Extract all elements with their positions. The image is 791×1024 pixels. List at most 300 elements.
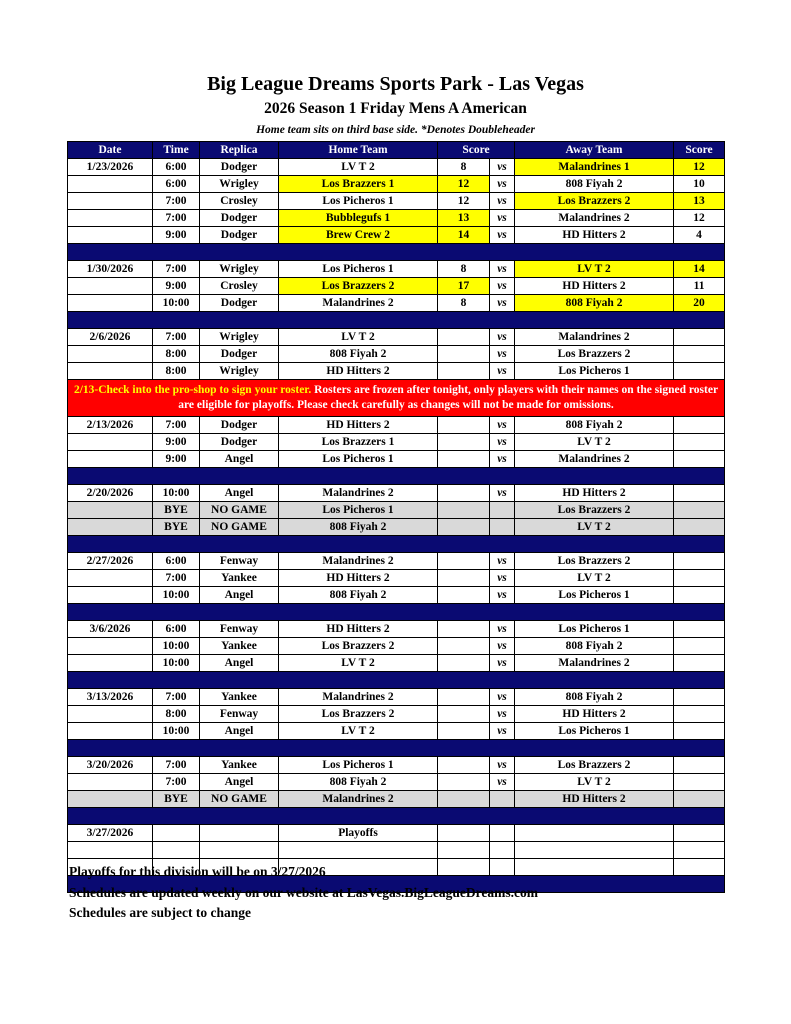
home-team-cell: 808 Fiyah 2 xyxy=(279,587,438,604)
footer-notes xyxy=(69,862,538,924)
game-row xyxy=(68,706,725,723)
game-row xyxy=(68,451,725,468)
away-score-cell xyxy=(674,485,725,502)
home-team-cell: HD Hitters 2 xyxy=(279,363,438,380)
home-score-cell xyxy=(438,417,490,434)
away-score-cell xyxy=(674,502,725,519)
away-team-cell: Malandrines 2 xyxy=(515,210,674,227)
home-team-cell: Los Picheros 1 xyxy=(279,193,438,210)
away-score-cell xyxy=(674,519,725,536)
date-cell xyxy=(68,210,153,227)
separator-bar xyxy=(68,468,725,485)
header-home-score: Score xyxy=(438,142,515,159)
game-row xyxy=(68,159,725,176)
replica-cell: Angel xyxy=(200,774,279,791)
separator-bar xyxy=(68,740,725,757)
week-separator xyxy=(68,740,725,757)
date-cell xyxy=(68,295,153,312)
away-team-cell: Los Brazzers 2 xyxy=(515,553,674,570)
away-team-cell xyxy=(515,842,674,859)
footer-line-website: Schedules are updated weekly on our website at LasVegas.BigLeagueDreams.com xyxy=(69,884,539,900)
time-cell: BYE xyxy=(153,519,200,536)
home-score-cell xyxy=(438,638,490,655)
away-team-cell: HD Hitters 2 xyxy=(515,227,674,244)
game-row xyxy=(68,842,725,859)
vs-cell: vs xyxy=(490,570,515,587)
date-cell: 3/6/2026 xyxy=(68,621,153,638)
away-score-cell xyxy=(674,346,725,363)
vs-cell: vs xyxy=(490,553,515,570)
away-score-cell: 13 xyxy=(674,193,725,210)
date-cell xyxy=(68,193,153,210)
replica-cell: Fenway xyxy=(200,621,279,638)
replica-cell xyxy=(200,825,279,842)
replica-cell: Wrigley xyxy=(200,363,279,380)
time-cell: 8:00 xyxy=(153,346,200,363)
schedule-table xyxy=(67,141,725,893)
date-cell xyxy=(68,655,153,672)
home-score-cell: 8 xyxy=(438,261,490,278)
bye-row xyxy=(68,791,725,808)
date-cell xyxy=(68,570,153,587)
away-team-cell: Los Picheros 1 xyxy=(515,587,674,604)
separator-bar xyxy=(68,244,725,261)
date-cell xyxy=(68,774,153,791)
footer-line-change: Schedules are subject to change xyxy=(69,905,251,920)
game-row xyxy=(68,417,725,434)
home-score-cell: 17 xyxy=(438,278,490,295)
time-cell: 7:00 xyxy=(153,417,200,434)
time-cell: 8:00 xyxy=(153,363,200,380)
roster-notice xyxy=(68,380,725,417)
date-cell xyxy=(68,791,153,808)
away-team-cell: LV T 2 xyxy=(515,434,674,451)
replica-cell xyxy=(200,842,279,859)
replica-cell: Fenway xyxy=(200,706,279,723)
vs-cell xyxy=(490,842,515,859)
separator-bar xyxy=(68,604,725,621)
home-team-cell: Los Picheros 1 xyxy=(279,757,438,774)
date-cell: 3/27/2026 xyxy=(68,825,153,842)
home-score-cell xyxy=(438,346,490,363)
vs-cell: vs xyxy=(490,587,515,604)
home-team-cell: HD Hitters 2 xyxy=(279,621,438,638)
home-team-cell: LV T 2 xyxy=(279,655,438,672)
home-team-cell: LV T 2 xyxy=(279,723,438,740)
date-cell: 2/27/2026 xyxy=(68,553,153,570)
time-cell: 8:00 xyxy=(153,706,200,723)
home-team-cell: Malandrines 2 xyxy=(279,791,438,808)
away-team-cell xyxy=(515,825,674,842)
page-note: Home team sits on third base side. *Denotes Doubleheader xyxy=(256,124,535,136)
home-score-cell xyxy=(438,434,490,451)
vs-cell: vs xyxy=(490,417,515,434)
home-score-cell xyxy=(438,570,490,587)
away-score-cell xyxy=(674,859,725,876)
vs-cell: vs xyxy=(490,655,515,672)
away-score-cell: 4 xyxy=(674,227,725,244)
vs-cell xyxy=(490,519,515,536)
away-team-cell: LV T 2 xyxy=(515,261,674,278)
separator-bar xyxy=(68,536,725,553)
vs-cell xyxy=(490,502,515,519)
away-team-cell: 808 Fiyah 2 xyxy=(515,176,674,193)
game-row xyxy=(68,329,725,346)
home-team-cell: Malandrines 2 xyxy=(279,689,438,706)
replica-cell: Crosley xyxy=(200,278,279,295)
home-team-cell: 808 Fiyah 2 xyxy=(279,774,438,791)
home-score-cell xyxy=(438,329,490,346)
game-row xyxy=(68,210,725,227)
away-score-cell xyxy=(674,434,725,451)
replica-cell: Angel xyxy=(200,485,279,502)
game-row xyxy=(68,193,725,210)
replica-cell: Angel xyxy=(200,723,279,740)
vs-cell: vs xyxy=(490,227,515,244)
home-team-cell: Los Brazzers 2 xyxy=(279,638,438,655)
away-team-cell: Los Brazzers 2 xyxy=(515,757,674,774)
footer-line-playoffs: Playoffs for this division will be on 3/27/2026 xyxy=(69,864,326,879)
game-row xyxy=(68,278,725,295)
away-team-cell: Malandrines 2 xyxy=(515,329,674,346)
week-separator xyxy=(68,312,725,329)
vs-cell: vs xyxy=(490,193,515,210)
replica-cell: Angel xyxy=(200,587,279,604)
week-separator xyxy=(68,468,725,485)
time-cell xyxy=(153,842,200,859)
away-team-cell: LV T 2 xyxy=(515,519,674,536)
time-cell: 9:00 xyxy=(153,451,200,468)
week-separator xyxy=(68,536,725,553)
home-score-cell: 12 xyxy=(438,193,490,210)
replica-cell: Yankee xyxy=(200,638,279,655)
time-cell: 9:00 xyxy=(153,227,200,244)
home-score-cell xyxy=(438,791,490,808)
date-cell xyxy=(68,723,153,740)
away-team-cell: HD Hitters 2 xyxy=(515,485,674,502)
time-cell: 7:00 xyxy=(153,329,200,346)
replica-cell: Yankee xyxy=(200,570,279,587)
vs-cell: vs xyxy=(490,485,515,502)
separator-bar xyxy=(68,672,725,689)
home-team-cell: 808 Fiyah 2 xyxy=(279,346,438,363)
vs-cell: vs xyxy=(490,723,515,740)
roster-notice-date: 2/13- xyxy=(73,384,99,396)
vs-cell: vs xyxy=(490,329,515,346)
vs-cell xyxy=(490,791,515,808)
time-cell: 7:00 xyxy=(153,757,200,774)
vs-cell: vs xyxy=(490,261,515,278)
date-cell: 3/20/2026 xyxy=(68,757,153,774)
date-cell xyxy=(68,706,153,723)
away-score-cell: 14 xyxy=(674,261,725,278)
home-team-cell: 808 Fiyah 2 xyxy=(279,519,438,536)
away-score-cell: 20 xyxy=(674,295,725,312)
away-score-cell xyxy=(674,825,725,842)
vs-cell: vs xyxy=(490,757,515,774)
vs-cell: vs xyxy=(490,638,515,655)
home-score-cell xyxy=(438,519,490,536)
time-cell: 10:00 xyxy=(153,638,200,655)
header-away-team: Away Team xyxy=(515,142,674,159)
home-score-cell xyxy=(438,587,490,604)
away-team-cell: LV T 2 xyxy=(515,774,674,791)
home-score-cell xyxy=(438,553,490,570)
away-score-cell: 10 xyxy=(674,176,725,193)
replica-cell: Wrigley xyxy=(200,176,279,193)
away-team-cell: Los Picheros 1 xyxy=(515,363,674,380)
replica-cell: Dodger xyxy=(200,417,279,434)
home-team-cell: Malandrines 2 xyxy=(279,553,438,570)
date-cell: 2/6/2026 xyxy=(68,329,153,346)
time-cell: 9:00 xyxy=(153,278,200,295)
game-row xyxy=(68,689,725,706)
date-cell xyxy=(68,502,153,519)
replica-cell: Wrigley xyxy=(200,261,279,278)
away-team-cell: Los Picheros 1 xyxy=(515,723,674,740)
away-team-cell: Los Brazzers 2 xyxy=(515,346,674,363)
vs-cell: vs xyxy=(490,346,515,363)
away-score-cell: 12 xyxy=(674,159,725,176)
bye-row xyxy=(68,519,725,536)
date-cell: 2/20/2026 xyxy=(68,485,153,502)
home-score-cell xyxy=(438,502,490,519)
home-team-cell: HD Hitters 2 xyxy=(279,417,438,434)
game-row xyxy=(68,176,725,193)
home-team-cell: Los Picheros 1 xyxy=(279,502,438,519)
away-score-cell xyxy=(674,842,725,859)
replica-cell: Dodger xyxy=(200,227,279,244)
game-row xyxy=(68,825,725,842)
week-separator xyxy=(68,604,725,621)
time-cell: 7:00 xyxy=(153,689,200,706)
time-cell: 7:00 xyxy=(153,570,200,587)
week-separator xyxy=(68,808,725,825)
replica-cell: Crosley xyxy=(200,193,279,210)
replica-cell: Angel xyxy=(200,655,279,672)
home-team-cell: LV T 2 xyxy=(279,329,438,346)
date-cell xyxy=(68,278,153,295)
vs-cell: vs xyxy=(490,295,515,312)
away-score-cell: 11 xyxy=(674,278,725,295)
game-row xyxy=(68,638,725,655)
replica-cell: Fenway xyxy=(200,553,279,570)
home-score-cell: 14 xyxy=(438,227,490,244)
bye-row xyxy=(68,502,725,519)
away-score-cell xyxy=(674,757,725,774)
vs-cell: vs xyxy=(490,363,515,380)
date-cell: 2/13/2026 xyxy=(68,417,153,434)
away-score-cell xyxy=(674,329,725,346)
time-cell: BYE xyxy=(153,791,200,808)
away-team-cell: Malandrines 1 xyxy=(515,159,674,176)
away-score-cell xyxy=(674,621,725,638)
date-cell xyxy=(68,434,153,451)
away-score-cell xyxy=(674,363,725,380)
home-team-cell: Brew Crew 2 xyxy=(279,227,438,244)
away-team-cell: Los Picheros 1 xyxy=(515,621,674,638)
date-cell xyxy=(68,227,153,244)
home-score-cell xyxy=(438,774,490,791)
away-team-cell: HD Hitters 2 xyxy=(515,278,674,295)
home-score-cell: 8 xyxy=(438,295,490,312)
game-row xyxy=(68,553,725,570)
vs-cell: vs xyxy=(490,774,515,791)
away-team-cell: HD Hitters 2 xyxy=(515,706,674,723)
home-score-cell xyxy=(438,689,490,706)
replica-cell: Wrigley xyxy=(200,329,279,346)
game-row xyxy=(68,261,725,278)
vs-cell: vs xyxy=(490,451,515,468)
home-team-cell: Los Brazzers 2 xyxy=(279,706,438,723)
date-cell xyxy=(68,519,153,536)
home-team-cell: Playoffs xyxy=(279,825,438,842)
replica-cell: NO GAME xyxy=(200,519,279,536)
date-cell xyxy=(68,587,153,604)
away-team-cell: LV T 2 xyxy=(515,570,674,587)
home-score-cell xyxy=(438,723,490,740)
header-time: Time xyxy=(153,142,200,159)
header-home-team: Home Team xyxy=(279,142,438,159)
home-score-cell xyxy=(438,485,490,502)
away-score-cell xyxy=(674,655,725,672)
replica-cell: Yankee xyxy=(200,757,279,774)
game-row xyxy=(68,757,725,774)
home-team-cell: Los Picheros 1 xyxy=(279,451,438,468)
away-score-cell xyxy=(674,723,725,740)
header-away-score: Score xyxy=(674,142,725,159)
date-cell xyxy=(68,842,153,859)
away-score-cell xyxy=(674,689,725,706)
date-cell xyxy=(68,176,153,193)
replica-cell: Yankee xyxy=(200,689,279,706)
game-row xyxy=(68,587,725,604)
replica-cell: Dodger xyxy=(200,159,279,176)
time-cell: 10:00 xyxy=(153,295,200,312)
home-score-cell: 12 xyxy=(438,176,490,193)
vs-cell: vs xyxy=(490,706,515,723)
vs-cell: vs xyxy=(490,621,515,638)
home-score-cell xyxy=(438,706,490,723)
away-score-cell xyxy=(674,570,725,587)
away-team-cell: HD Hitters 2 xyxy=(515,791,674,808)
vs-cell: vs xyxy=(490,434,515,451)
date-cell xyxy=(68,451,153,468)
header-replica: Replica xyxy=(200,142,279,159)
home-score-cell: 8 xyxy=(438,159,490,176)
date-cell: 1/30/2026 xyxy=(68,261,153,278)
date-cell: 1/23/2026 xyxy=(68,159,153,176)
time-cell: BYE xyxy=(153,502,200,519)
vs-cell: vs xyxy=(490,210,515,227)
home-score-cell: 13 xyxy=(438,210,490,227)
away-score-cell xyxy=(674,791,725,808)
vs-cell: vs xyxy=(490,278,515,295)
away-score-cell xyxy=(674,553,725,570)
time-cell: 6:00 xyxy=(153,159,200,176)
game-row xyxy=(68,434,725,451)
home-team-cell: Los Picheros 1 xyxy=(279,261,438,278)
week-separator xyxy=(68,244,725,261)
home-team-cell: LV T 2 xyxy=(279,159,438,176)
time-cell: 7:00 xyxy=(153,210,200,227)
away-team-cell: 808 Fiyah 2 xyxy=(515,417,674,434)
replica-cell: Dodger xyxy=(200,210,279,227)
home-team-cell: Bubblegufs 1 xyxy=(279,210,438,227)
home-team-cell: Malandrines 2 xyxy=(279,295,438,312)
home-score-cell xyxy=(438,757,490,774)
away-team-cell: Malandrines 2 xyxy=(515,451,674,468)
replica-cell: Dodger xyxy=(200,434,279,451)
replica-cell: Dodger xyxy=(200,295,279,312)
table-header-row xyxy=(68,142,725,159)
game-row xyxy=(68,570,725,587)
date-cell xyxy=(68,363,153,380)
game-row xyxy=(68,655,725,672)
page-title: Big League Dreams Sports Park - Las Vegas xyxy=(207,73,584,95)
replica-cell: Angel xyxy=(200,451,279,468)
replica-cell: NO GAME xyxy=(200,502,279,519)
away-team-cell: 808 Fiyah 2 xyxy=(515,638,674,655)
time-cell xyxy=(153,825,200,842)
game-row xyxy=(68,621,725,638)
time-cell: 10:00 xyxy=(153,723,200,740)
game-row xyxy=(68,363,725,380)
separator-bar xyxy=(68,808,725,825)
away-team-cell: Los Brazzers 2 xyxy=(515,193,674,210)
time-cell: 6:00 xyxy=(153,553,200,570)
date-cell xyxy=(68,638,153,655)
time-cell: 7:00 xyxy=(153,774,200,791)
page-subtitle: 2026 Season 1 Friday Mens A American xyxy=(264,100,527,117)
time-cell: 7:00 xyxy=(153,261,200,278)
home-score-cell xyxy=(438,825,490,842)
away-score-cell xyxy=(674,587,725,604)
roster-notice-highlight: Check into the pro-shop to sign your roster. xyxy=(98,384,312,396)
away-score-cell xyxy=(674,417,725,434)
time-cell: 6:00 xyxy=(153,621,200,638)
header-date: Date xyxy=(68,142,153,159)
game-row xyxy=(68,774,725,791)
game-row xyxy=(68,346,725,363)
home-score-cell xyxy=(438,621,490,638)
vs-cell xyxy=(490,825,515,842)
vs-cell: vs xyxy=(490,689,515,706)
roster-notice-text: Rosters are frozen after tonight, only players with their names on the signed roster are eligible for playoffs. Please check carefully as changes will not be made for omissions. xyxy=(178,384,719,411)
date-cell: 3/13/2026 xyxy=(68,689,153,706)
away-score-cell xyxy=(674,451,725,468)
away-team-cell xyxy=(515,859,674,876)
away-team-cell: 808 Fiyah 2 xyxy=(515,295,674,312)
game-row xyxy=(68,295,725,312)
home-team-cell xyxy=(279,842,438,859)
away-team-cell: Los Brazzers 2 xyxy=(515,502,674,519)
date-cell xyxy=(68,346,153,363)
home-score-cell xyxy=(438,451,490,468)
home-team-cell: Malandrines 2 xyxy=(279,485,438,502)
home-team-cell: Los Brazzers 2 xyxy=(279,278,438,295)
vs-cell: vs xyxy=(490,176,515,193)
vs-cell: vs xyxy=(490,159,515,176)
home-team-cell: Los Brazzers 1 xyxy=(279,176,438,193)
time-cell: 9:00 xyxy=(153,434,200,451)
time-cell: 6:00 xyxy=(153,176,200,193)
roster-notice-row xyxy=(68,380,725,417)
away-score-cell: 12 xyxy=(674,210,725,227)
home-score-cell xyxy=(438,655,490,672)
game-row xyxy=(68,485,725,502)
game-row xyxy=(68,723,725,740)
